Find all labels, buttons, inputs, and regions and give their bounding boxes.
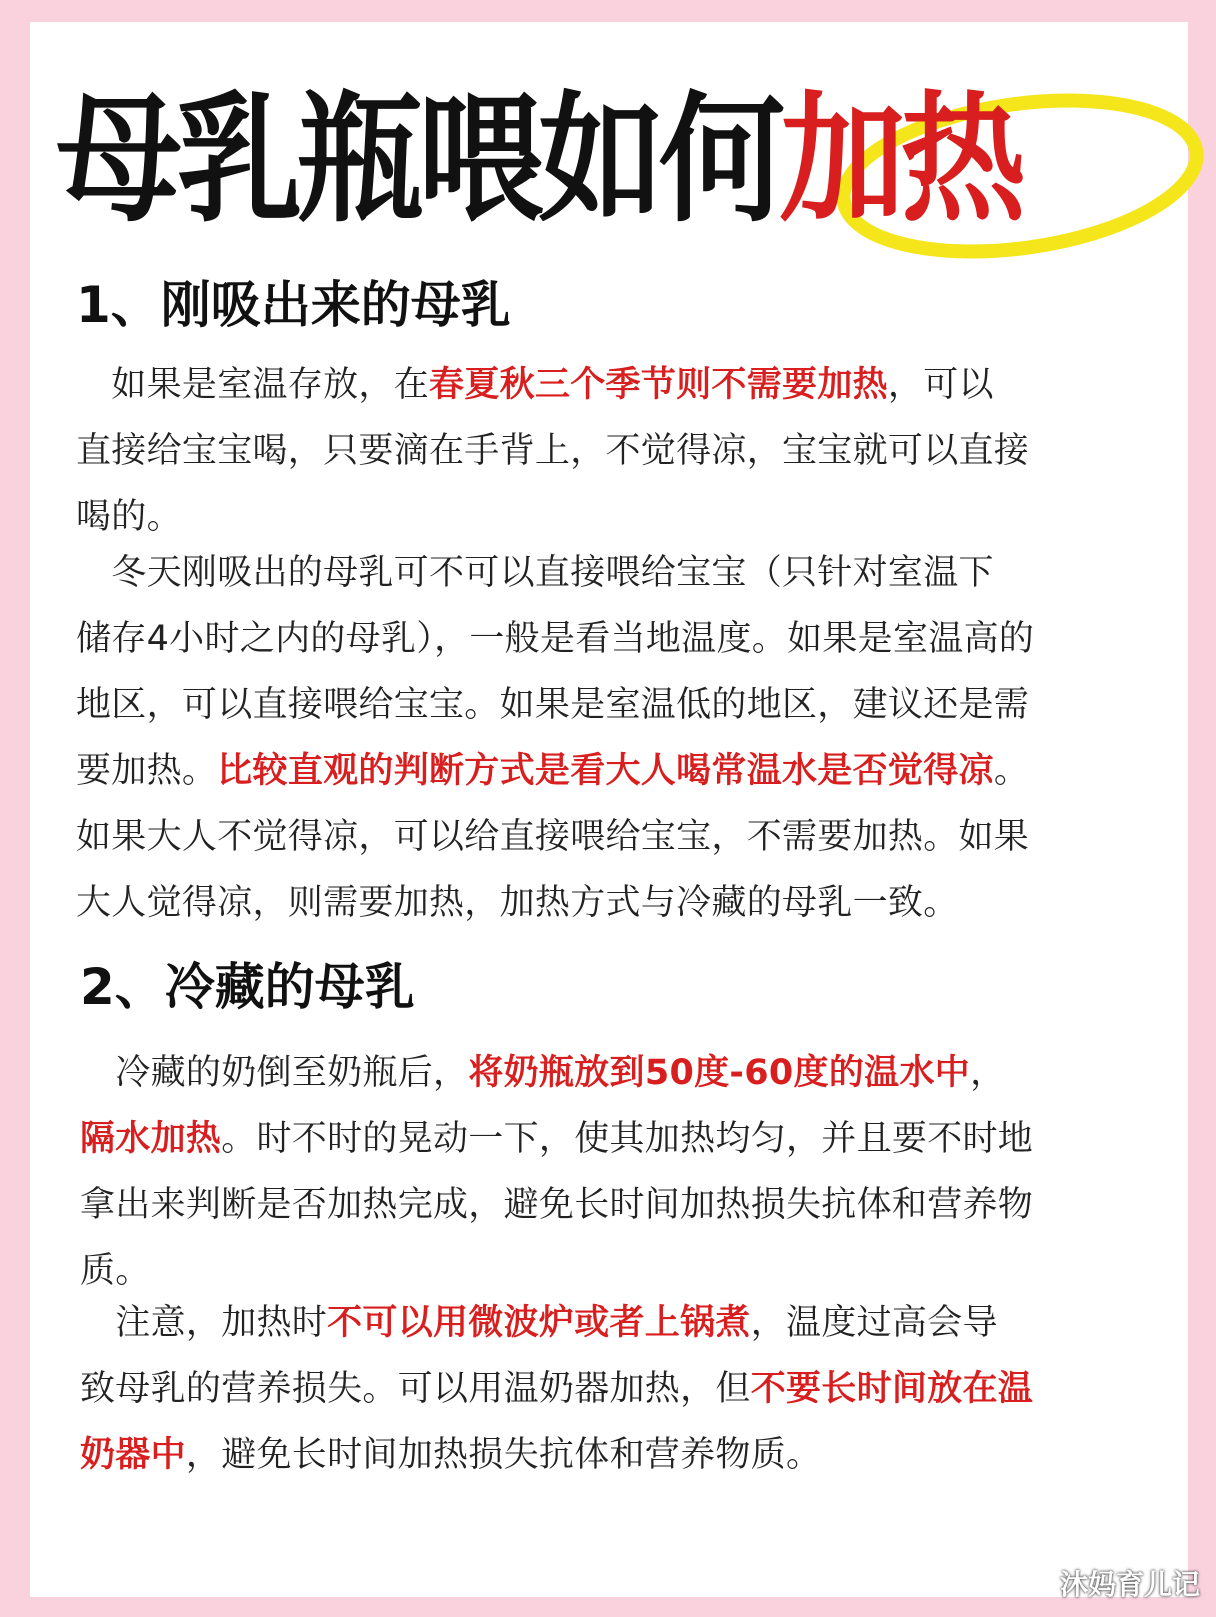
text-span: ，可以	[887, 365, 994, 405]
section-2-paragraph-2	[80, 1290, 1033, 1488]
highlight-text: 春夏秋三个季节则不需要加热	[429, 365, 888, 405]
text-span: 要加热。	[76, 751, 218, 791]
highlight-text: 不可以用微波炉或者上锅煮	[327, 1303, 751, 1343]
text-line: 直接给宝宝喝，只要滴在手背上，不觉得凉，宝宝就可以直接	[76, 431, 1030, 471]
watermark: 沐妈育儿记	[1059, 1568, 1200, 1601]
text-span: 冷藏的奶倒至奶瓶后，	[80, 1053, 469, 1093]
section-1-paragraph-2	[76, 540, 1034, 936]
section-1-heading: 1、刚吸出来的母乳	[76, 276, 511, 334]
text-span: 如果是室温存放，在	[76, 365, 430, 405]
title-highlight: 加热	[779, 79, 1021, 242]
highlight-text: 将奶瓶放到50度-60度的温水中	[468, 1053, 971, 1093]
text-line: 大人觉得凉，则需要加热，加热方式与冷藏的母乳一致。	[76, 883, 959, 923]
text-span: 致母乳的营养损失。可以用温奶器加热，但	[80, 1369, 751, 1409]
highlight-text: 奶器中	[80, 1435, 186, 1475]
text-line: 冬天刚吸出的母乳可不可以直接喂给宝宝（只针对室温下	[76, 553, 994, 593]
text-line: 拿出来判断是否加热完成，避免长时间加热损失抗体和营养物	[80, 1185, 1034, 1225]
text-span: 注意，加热时	[80, 1303, 328, 1343]
text-line: 喝的。	[76, 497, 182, 537]
text-line: 质。	[80, 1251, 151, 1291]
text-span: ，	[970, 1053, 1006, 1093]
text-span: 。	[993, 751, 1030, 791]
highlight-text: 隔水加热	[80, 1119, 222, 1159]
text-span: 。时不时的晃动一下，使其加热均匀，并且要不时地	[221, 1119, 1034, 1159]
section-2-paragraph-1	[80, 1040, 1033, 1304]
text-span: ，温度过高会导	[750, 1303, 998, 1343]
text-span: ，避免长时间加热损失抗体和营养物质。	[185, 1435, 822, 1475]
highlight-text: 比较直观的判断方式是看大人喝常温水是否觉得凉	[217, 751, 994, 791]
text-line: 储存4小时之内的母乳），一般是看当地温度。如果是室温高的	[76, 619, 1035, 659]
title-main: 母乳瓶喂如何	[56, 79, 780, 242]
highlight-text: 不要长时间放在温	[750, 1369, 1034, 1409]
section-2-heading: 2、冷藏的母乳	[80, 958, 415, 1016]
page-title	[56, 76, 1064, 246]
text-line: 地区，可以直接喂给宝宝。如果是室温低的地区，建议还是需	[76, 685, 1030, 725]
section-1-paragraph-1	[76, 352, 1029, 550]
text-line: 如果大人不觉得凉，可以给直接喂给宝宝，不需要加热。如果	[76, 817, 1030, 857]
